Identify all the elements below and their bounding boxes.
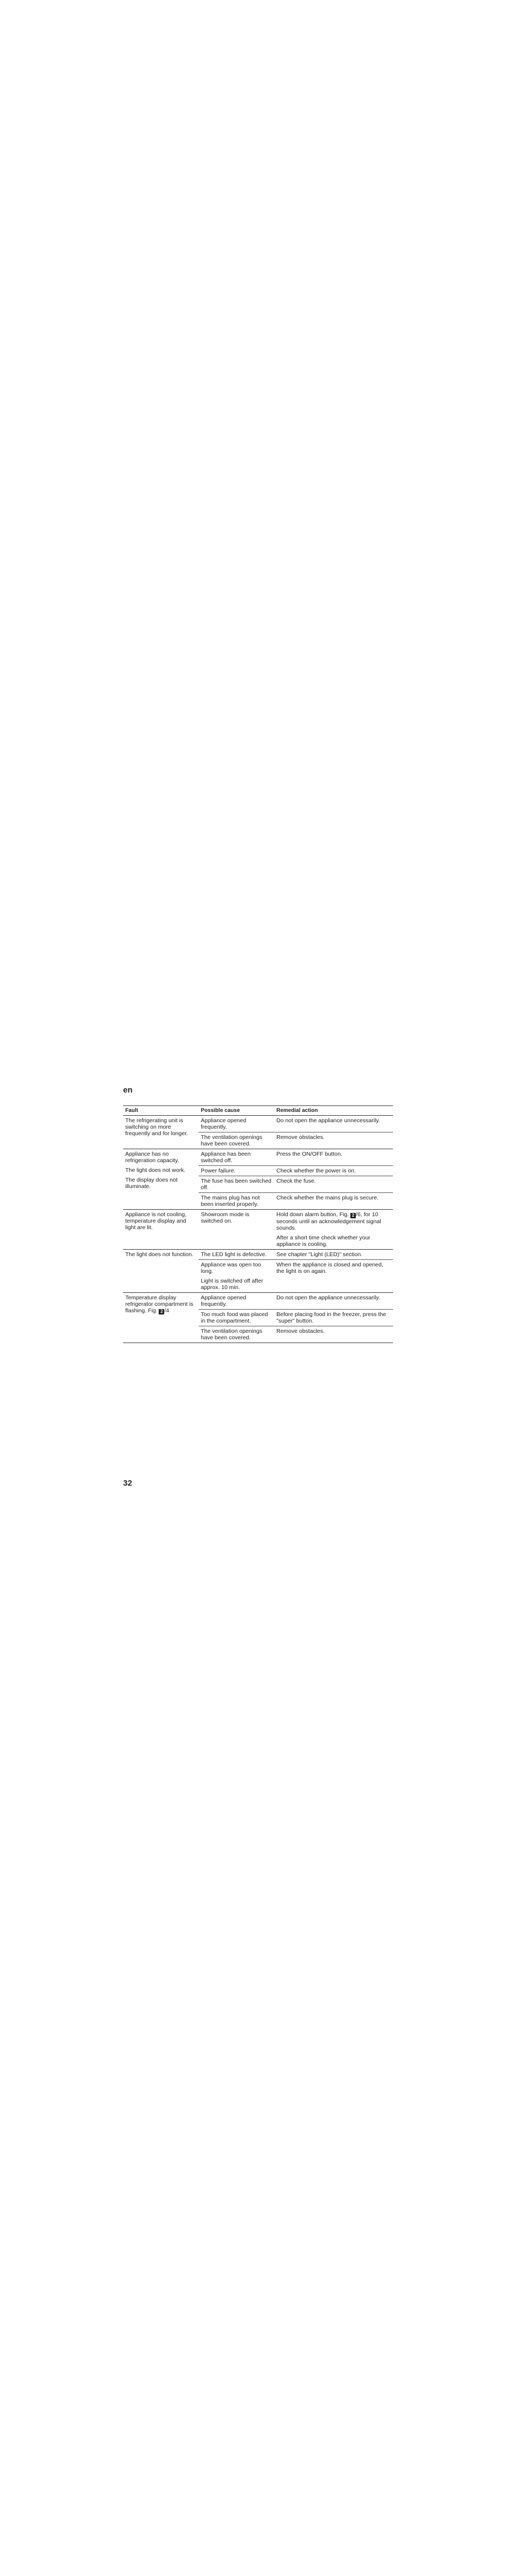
- figure-suffix: /4: [164, 1307, 170, 1314]
- remedy-cell: Do not open the appliance unnecessarily.: [274, 1293, 393, 1310]
- fault-text: Appliance has no refrigeration capacity.: [125, 1151, 179, 1164]
- cause-cell: The ventilation openings have been covered.: [199, 1132, 274, 1149]
- cause-cell: [199, 1260, 274, 1293]
- cause-cell: Appliance opened frequently.: [199, 1116, 274, 1132]
- table-row: [123, 1210, 393, 1250]
- cause-cell: Showroom mode is switched on.: [199, 1210, 274, 1250]
- remedy-text: for 10 seconds until an acknowledgement signal sounds.: [276, 1211, 381, 1231]
- cause-cell: Too much food was placed in the compartment.: [199, 1310, 274, 1326]
- header-cause: Possible cause: [199, 1106, 274, 1116]
- cause-cell: The fuse has been switched off.: [199, 1176, 274, 1193]
- remedy-cell: Check the fuse.: [274, 1176, 393, 1193]
- cause-cell: Appliance opened frequently.: [199, 1293, 274, 1310]
- remedy-cell: When the appliance is closed and opened, the light is on again.: [274, 1260, 393, 1293]
- cause-cell: The LED light is defective.: [199, 1250, 274, 1260]
- remedy-cell: Before placing food in the freezer, press the "super" button.: [274, 1310, 393, 1326]
- cause-cell: The ventilation openings have been covered.: [199, 1326, 274, 1343]
- fault-text: Temperature display refrigerator compartment is flashing. Fig.: [125, 1294, 194, 1314]
- fault-cell: [123, 1149, 199, 1210]
- remedy-cell: Check whether the mains plug is secure.: [274, 1193, 393, 1210]
- cause-cell: Appliance has been switched off.: [199, 1149, 274, 1166]
- cause-text: Appliance was open too long.: [201, 1262, 261, 1274]
- remedy-cell: See chapter "Light (LED)" section.: [274, 1250, 393, 1260]
- figure-suffix: /6,: [356, 1211, 362, 1218]
- remedy-cell: Remove obstacles.: [274, 1326, 393, 1343]
- figure-reference-icon: 2: [350, 1213, 356, 1218]
- fault-cell: [123, 1293, 199, 1343]
- remedy-cell: Check whether the power is on.: [274, 1166, 393, 1176]
- remedy-cell: Remove obstacles.: [274, 1132, 393, 1149]
- table-row: [123, 1293, 393, 1310]
- table-row: [123, 1250, 393, 1260]
- language-code: en: [123, 1085, 133, 1095]
- remedy-cell: Press the ON/OFF button.: [274, 1149, 393, 1166]
- table-row: [123, 1116, 393, 1132]
- table-header-row: [123, 1106, 393, 1116]
- troubleshooting-table: [123, 1105, 393, 1343]
- fault-text: The light does not work.: [125, 1167, 186, 1174]
- fault-cell: [123, 1116, 199, 1149]
- table-row: [123, 1149, 393, 1166]
- fault-text: Appliance is not cooling, temperature display and light are lit.: [125, 1211, 187, 1231]
- remedy-text-extra: After a short time check whether your appliance is cooling.: [276, 1235, 370, 1247]
- remedy-cell: Do not open the appliance unnecessarily.: [274, 1116, 393, 1132]
- cause-text-extra: Light is switched off after approx. 10 min.: [201, 1278, 263, 1291]
- fault-text: The light does not function.: [125, 1251, 194, 1258]
- page-number: 32: [123, 1479, 132, 1488]
- remedy-text: Hold down alarm button, Fig.: [276, 1211, 349, 1218]
- remedy-cell: [274, 1210, 393, 1250]
- header-remedy: Remedial action: [274, 1106, 393, 1116]
- figure-reference-icon: 2: [159, 1309, 164, 1314]
- fault-text: The refrigerating unit is switching on more frequently and for longer.: [125, 1117, 188, 1137]
- fault-cell: [123, 1250, 199, 1293]
- fault-cell: [123, 1210, 199, 1250]
- cause-cell: Power failure.: [199, 1166, 274, 1176]
- fault-text: The display does not illuminate.: [125, 1177, 178, 1190]
- cause-cell: The mains plug has not been inserted properly.: [199, 1193, 274, 1210]
- header-fault: Fault: [123, 1106, 199, 1116]
